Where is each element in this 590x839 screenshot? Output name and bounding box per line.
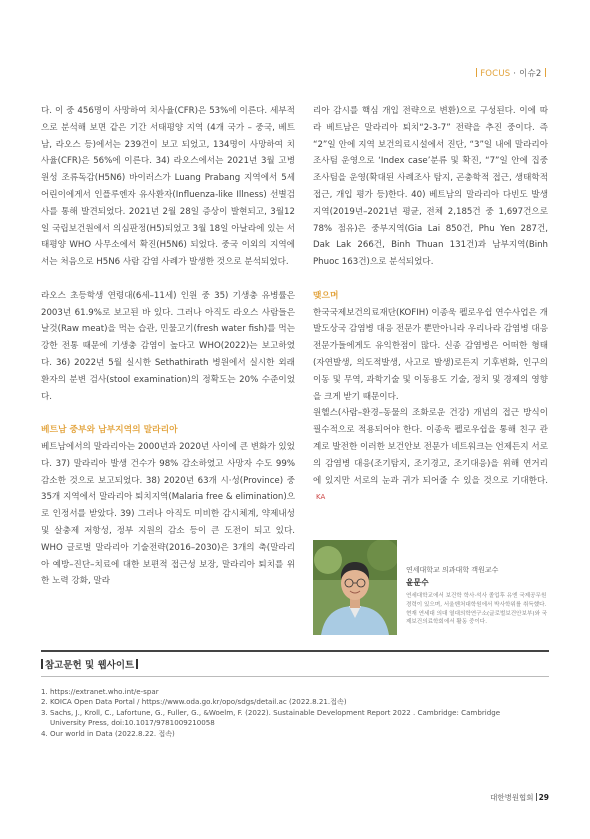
reference-item: 3. Sachs, J., Kroll, C., Lafortune, G., Fuller, G., &Woelm, F. (2022). Sustainable Development Report 2022 . Cambridge: Cambridge [41, 707, 501, 717]
body-paragraph: 다. 이 중 456명이 사망하여 치사율(CFR)은 53%에 이른다. 세부적으로 분석해 보면 같은 기간 서태평양 지역 (4개 국가 – 중국, 베트남, 라오스 등)에서는 239건이 보고 되었고, 134명이 사망하여 치사율(CFR)은 56%에 이른다. 34) 라오스에서는 2021년 3월 고병원성 조류독감(H5N6) 바이러스가 Luang Prabang 지역에서 5세 어린이에게서 인플루엔자 유사환자(Influenza-like Illness) 선별검사를 통해 발견되었다. 2021년 2월 28일 증상이 발현되고, 3월12일 국립보건원에서 의심판정(H5)되었고 3월 18일 아날라에 있는 서태평양 WHO 사무소에서 확진(H5N6) 되었다. 중국 이외의 지역에서는 처음으로 H5N6 사람 감염 사례가 발생한 것으로 분석되었다. [41, 106, 295, 268]
divider [41, 650, 549, 652]
section-heading: 베트남 중부와 남부지역의 말라리아 [41, 425, 178, 436]
author-box [313, 540, 548, 635]
body-paragraph: 리아 감시를 핵심 개입 전략으로 변환)으로 구성된다. 이에 따라 베트남은 말라리아 퇴치“2-3-7” 전략을 추진 중이다. 즉 “2”일 안에 지역 보건의료시설에서 진단, “3”일 내에 말라리아 조사팀 운영으로 ‘Index case’분류 및 확진, “7”일 안에 집중 조사팀을 운영(확대된 사례조사 탐지, 곤충학적 접근, 생태학적 접근, 개입 평가 등)한다. 40) 베트남의 말라리아 다빈도 발생지역(2019년–2021년 평균, 전체 2,185건 중 1,697건으로 78% 점유)은 중부지역(Gia Lai 850건, Phu Yen 287건, Dak Lak 266건, Binh Thuan 131건)과 남부지역(Binh Phuoc 163건)으로 분석되었다. [313, 106, 548, 268]
body-paragraph: 원헬스(사람–환경–동물의 조화로운 건강) 개념의 접근 방식이 필수적으로 적용되어야 한다. 이종욱 펠로우쉽을 통해 친구 관계로 발전한 이러한 보건안보 전문가 네트워크는 언제든지 서로의 감염병 대응(조기탐지, 조기경고, 조기대응)을 위해 연거리에 있지만 서로의 눈과 귀가 되어줄 수 있을 것으로 기대한다.KA [313, 405, 548, 506]
section-heading: 맺으며 [313, 290, 339, 301]
author-affiliation: 연세대학교 의과대학 객원교수 [406, 566, 499, 574]
author-name: 윤문수 [406, 578, 429, 587]
header-bar [545, 68, 547, 77]
references-section [41, 650, 549, 739]
divider [41, 676, 549, 677]
author-info [406, 565, 548, 627]
body-paragraph: 베트남에서의 말라리아는 2000년과 2020년 사이에 큰 변화가 있었다. 37) 말라리아 발생 건수가 98% 감소하였고 사망자 수도 99% 감소한 것으로 보고되었다. 38) 2020년 63개 시·성(Province) 중 35개 지역에서 말라리아 퇴치지역(Malaria free & elimination)으로 인정서를 받았다. 39) 그러나 아직도 미비한 감시체계, 약제내성 및 살충제 저항성, 정부 지원의 감소 등이 큰 도전이 되고 있다. WHO 글로벌 말라리아 기술전략(2016–2030)은 3개의 축(말라리아 예방–진단–치료에 대한 보편적 접근성 보장, 말라리아 퇴치를 위한 노력 강화, 말라 [41, 441, 295, 587]
header-focus-label: FOCUS [480, 69, 511, 79]
body-paragraph: 라오스 초등학생 연령대(6세–11세) 인원 중 35) 기생충 유병률은 2003년 61.9%로 보고된 바 있다. 그러나 아직도 라오스 사람들은 날것(Raw meat)을 먹는 습관, 민물고기(fresh water fish)를 먹는 강한 전통 때문에 기생충 감염이 높다고 WHO(2022)는 보고하였다. 36) 2022년 5월 실시한 Sethathirath 병원에서 실시한 외래 환자의 분변 검사(stool examination)의 정확도는 20% 수준이었다. [41, 290, 295, 402]
right-column [313, 103, 548, 506]
header-bar [476, 68, 478, 77]
footer-publisher: 대한병원협회 [490, 793, 534, 802]
references-title: 참고문헌 및 웹사이트 [41, 657, 549, 671]
reference-list [41, 687, 549, 740]
reference-item: 1. https://extranet.who.int/e-spar [41, 686, 159, 696]
header-section-label: 이슈2 [519, 69, 542, 79]
page-footer [490, 792, 549, 803]
reference-item: 4. Our world in Data (2022.8.22. 접속) [41, 728, 175, 738]
author-bio: 연세대학교에서 보건학 학사·석사 졸업후 유엔 국제공무원 경력이 있으며, 서울벤처대학원에서 박사학위를 취득했다. 현재 연세대 의대 열대의학연구소(글로벌보건안보부)와 국제보건의료학회에서 활동 중이다. [406, 593, 548, 626]
reference-item: University Press, doi:10.1017/9781009210058 [50, 718, 215, 728]
reference-item: 2. KOICA Open Data Portal / https://www.oda.go.kr/opo/sdgs/detail.ac (2022.8.21.접속) [41, 697, 347, 707]
left-column [41, 103, 295, 590]
end-mark-icon: KA [316, 493, 326, 502]
page-number: 29 [538, 793, 549, 802]
page-header: FOCUS · 이슈2 [473, 67, 549, 79]
author-photo [313, 540, 397, 635]
body-paragraph: 한국국제보건의료재단(KOFIH) 이종욱 펠로우쉽 연수사업은 개발도상국 감염병 대응 전문가 뿐만아니라 우리나라 감염병 대응 전문가들에게도 유익한점이 많다. 신종 감염병은 어떠한 형태(자연발생, 의도적발생, 사고로 발생)로든지 기후변화, 인구의 이동 및 무역, 과학기술 및 이동용도 기술, 정치 및 경제의 영향을 크게 받기 때문이다. [313, 307, 548, 402]
